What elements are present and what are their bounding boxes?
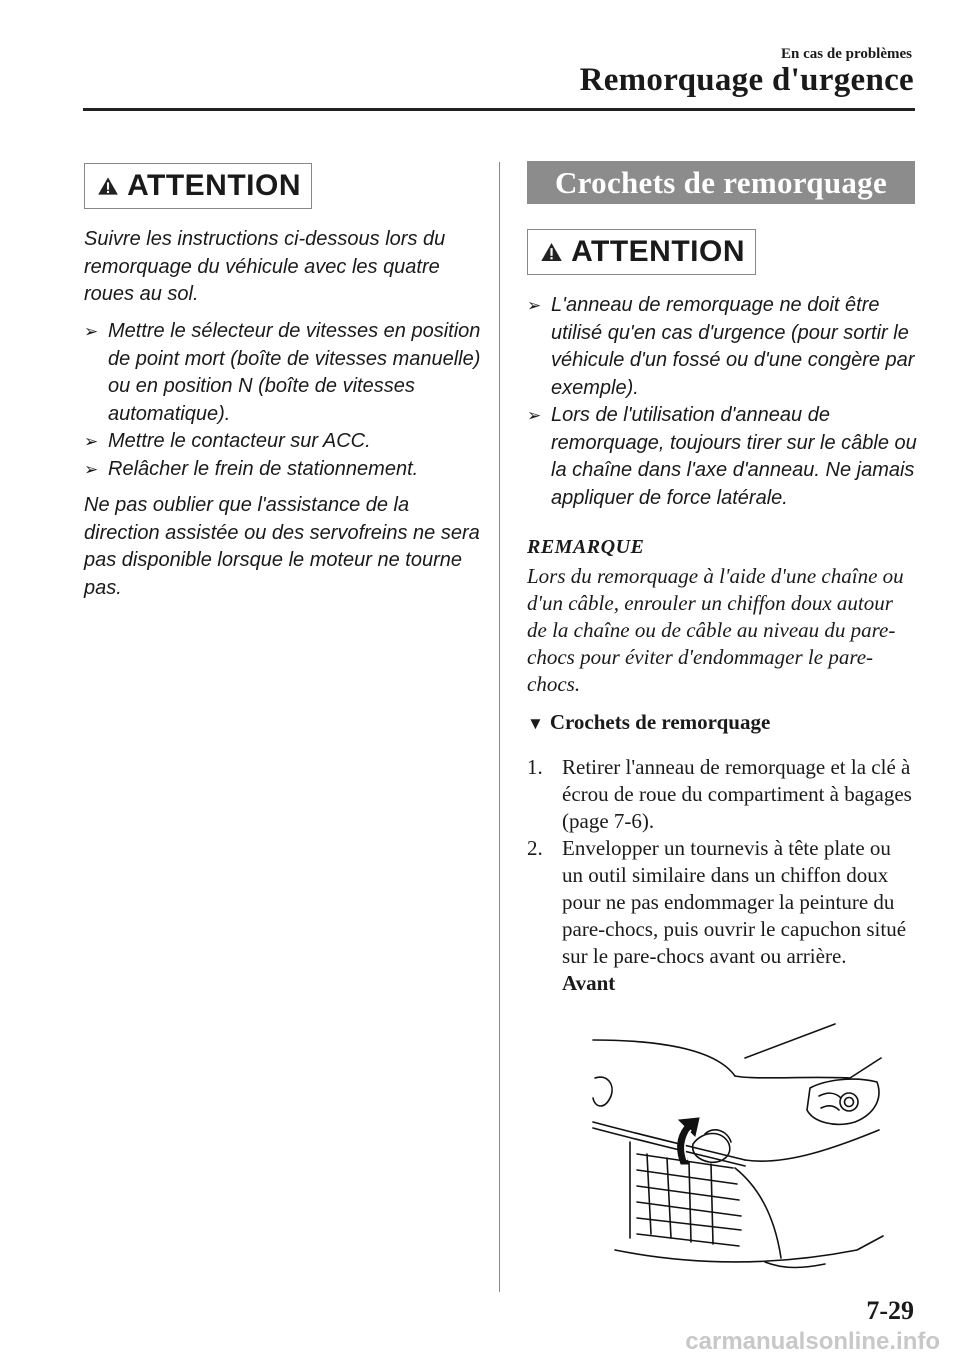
warning-icon <box>540 236 563 268</box>
attention-box-right <box>527 229 756 275</box>
step-text: Envelopper un tournevis à tête plate ou un outil similaire dans un chiffon doux pour ne pas endommager la peinture du pare-chocs, puis ouvrir le capuchon situé sur le pare-chocs avant ou arrière. <box>562 836 907 968</box>
watermark: carmanualsonline.info <box>685 1328 940 1355</box>
list-item: ➢ Mettre le sélecteur de vitesses en position de point mort (boîte de vitesses manuelle) ou en position N (boîte de vitesses automatique). <box>84 318 484 428</box>
attention-box-left <box>84 163 312 209</box>
list-item <box>527 835 917 970</box>
remark-label: REMARQUE <box>527 536 645 558</box>
step-text: Retirer l'anneau de remorquage et la clé à écrou de roue du compartiment à bagages (page 7-6). <box>562 755 912 833</box>
list-item: ➢ L'anneau de remorquage ne doit être utilisé qu'en cas d'urgence (pour sortir le véhicule d'un fossé ou d'une congère par exemple). <box>527 292 917 402</box>
attention-label: ATTENTION <box>571 235 745 268</box>
figure-caption: Avant <box>562 971 616 995</box>
attention-intro: Suivre les instructions ci-dessous lors du remorquage du véhicule avec les quatre roues au sol. <box>84 228 446 305</box>
attention-label: ATTENTION <box>127 169 301 202</box>
page-title: Remorquage d'urgence <box>579 62 914 98</box>
step-number: 1. <box>527 755 543 779</box>
chapter-label: En cas de problèmes <box>781 46 912 62</box>
towing-hook-warning-list <box>527 292 917 512</box>
section-title-banner: Crochets de remorquage <box>527 161 915 204</box>
list-item <box>527 754 917 835</box>
subsection-heading <box>527 710 917 735</box>
front-bumper-figure <box>585 1018 895 1276</box>
assist-note: Ne pas oublier que l'assistance de la direction assistée ou des servofreins ne sera pas disponible lorsque le moteur ne tourne pas. <box>84 494 480 599</box>
list-item: ➢ Relâcher le frein de stationnement. <box>84 456 484 484</box>
column-divider <box>499 162 500 1292</box>
list-item: ➢ Lors de l'utilisation d'anneau de remorquage, toujours tirer sur le câble ou la chaîne dans l'axe d'anneau. Ne jamais appliquer de force latérale. <box>527 402 917 512</box>
triangle-down-icon: ▼ <box>527 714 544 733</box>
subsection-heading-text: Crochets de remorquage <box>549 710 771 734</box>
steps-list <box>527 754 917 997</box>
warning-icon <box>97 170 119 202</box>
page-number: 7-29 <box>866 1296 914 1325</box>
step-number: 2. <box>527 836 543 860</box>
list-item: ➢ Mettre le contacteur sur ACC. <box>84 428 484 456</box>
attention-bullet-list <box>84 318 484 483</box>
remark-text: Lors du remorquage à l'aide d'une chaîne ou d'un câble, enrouler un chiffon doux autour de la chaîne ou de câble au niveau du pare-chocs pour éviter d'endommager le pare-chocs. <box>527 564 904 696</box>
header-rule <box>83 108 915 111</box>
